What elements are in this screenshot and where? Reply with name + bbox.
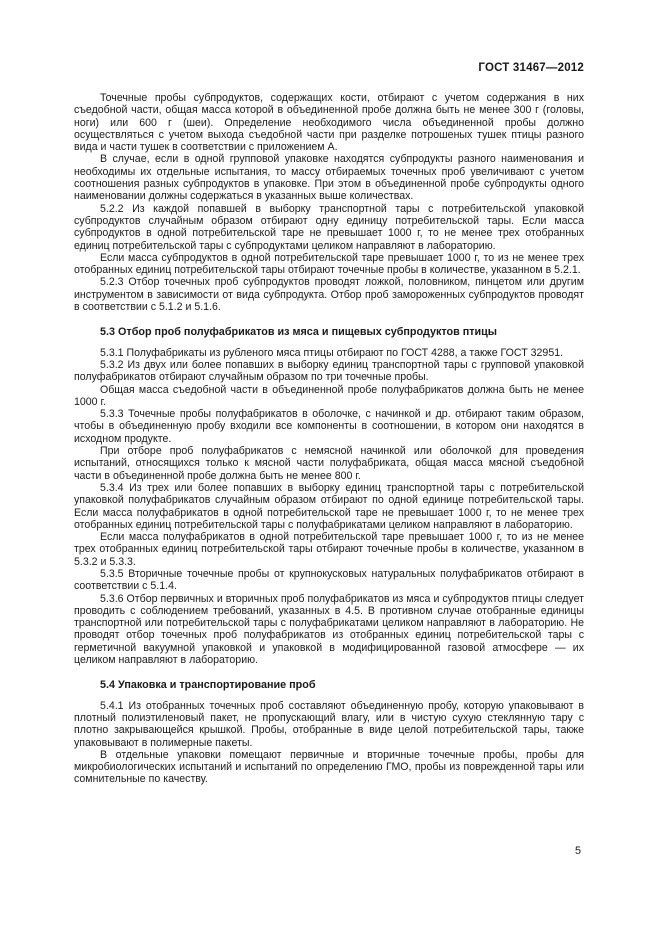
paragraph: При отборе проб полуфабрикатов с немясной начинкой или оболочкой для проведения испытаний, относящихся только к мясной части полуфабриката, общая масса мясной съедобной части в объединенной пробе должна быть не менее 800 г. <box>74 445 584 482</box>
paragraph: 5.3.2 Из двух или более попавших в выборку единиц транспортной тары с групповой упаковкой полуфабрикатов отбирают случайным образом по три точечные пробы. <box>74 358 584 384</box>
page-number: 5 <box>574 845 581 857</box>
paragraph: 5.2.3 Отбор точечных проб субпродуктов проводят ложкой, половником, пинцетом или другим инструментом в зависимости от вида субпродукта. Отбор проб замороженных субпродуктов проводят в соответствии с 5.1.2 и 5.1.6. <box>74 276 584 314</box>
paragraph: Общая масса съедобной части в объединенной пробе полуфабрикатов должна быть не менее 1000 г. <box>74 383 584 408</box>
paragraph: В отдельные упаковки помещают первичные и вторичные точечные пробы, пробы для микробиологических испытаний и испытаний по определению ГМО, пробы из поврежденной тары или сомнительные по качеству. <box>74 748 584 786</box>
paragraph: 5.4.1 Из отобранных точечных проб составляют объединенную пробу, которую упаковывают в плотный полиэтиленовый пакет, не пропускающий влагу, или в чистую сухую стеклянную тару с плотно закрывающейся крышкой. Пробы, отобранные в виде целой потребительской тары, также упаковывают в полимерные пакеты. <box>74 699 584 749</box>
paragraph: 5.3.3 Точечные пробы полуфабрикатов в оболочке, с начинкой и др. отбирают таким образом, чтобы в объединенную пробу входили все компоненты в соотношении, в котором они находятся в исходном продукте. <box>74 408 584 445</box>
paragraph: Если масса субпродуктов в одной потребительской таре превышает 1000 г, то из не менее трех отобранных единиц потребительской тары отбирают точечные пробы в количестве, указанном в 5.2.1. <box>74 251 584 277</box>
paragraph: Если масса полуфабрикатов в одной потребительской таре превышает 1000 г, то из не менее трех отобранных единиц потребительской тары отбирают точечные пробы в количестве, указанном в 5.3.2 и 5.3.3. <box>74 531 584 568</box>
paragraph: Точечные пробы субпродуктов, содержащих кости, отбирают с учетом содержания в них съедобной части, общая масса которой в объединенной пробе должна быть не менее 300 г (головы, ноги) или 600 г (шеи). Определение необходимого числа объединенной пробы должно осуществляться с учетом выхода съедобной части при разделке потрошеных тушек птицы разного вида и части тушек в соответствии с приложением А. <box>74 92 584 154</box>
paragraph: В случае, если в одной групповой упаковке находятся субпродукты разного наименования и необходимы их отдельные испытания, то массу отбираемых точечных проб увеличивают с учетом соотношения разных субпродуктов в упаковке. При этом в объединенной пробе субпродукты одного наименовании должны содержаться в указанных выше количествах. <box>74 153 584 203</box>
document-code-header: ГОСТ 31467—2012 <box>478 62 584 74</box>
page-content <box>74 92 584 786</box>
paragraph: 5.3.5 Вторичные точечные пробы от крупнокусковых натуральных полуфабрикатов отбирают в соответствии с 5.1.4. <box>74 567 584 593</box>
paragraph: 5.2.2 Из каждой попавшей в выборку транспортной тары с потребительской упаковкой субпродуктов случайным образом отбирают одну единицу потребительской тары. Если масса субпродуктов в одной потребительской таре не превышает 1000 г, то не менее трех отобранных единиц потребительской тары с субпродуктами целиком направляют в лабораторию. <box>74 202 584 252</box>
section-heading-5-4: 5.4 Упаковка и транспортирование проб <box>100 679 316 692</box>
section-heading-5-3: 5.3 Отбор проб полуфабрикатов из мяса и пищевых субпродуктов птицы <box>100 326 498 339</box>
paragraph: 5.3.6 Отбор первичных и вторичных проб полуфабрикатов из мяса и субпродуктов птицы следует проводить с соблюдением требований, указанных в 4.5. В противном случае отобранные единицы транспортной или потребительской тары с полуфабрикатами целиком направляют в лабораторию. Не проводят отбор точечных проб полуфабрикатов из отобранных единиц потребительской тары с герметичной вакуумной упаковкой и упаковкой в модифицированной газовой атмосфере — их целиком направляют в лабораторию. <box>74 592 584 667</box>
paragraph: 5.3.4 Из трех или более попавших в выборку единиц транспортной тары с потребительской упаковкой полуфабрикатов случайным образом отбирают по одной единице потребительской тары. Если масса полуфабрикатов в одной потребительской таре не превышает 1000 г, то не менее трех отобранных единиц потребительской тары с полуфабрикатами целиком направляют в лабораторию. <box>74 481 584 531</box>
paragraph: 5.3.1 Полуфабрикаты из рубленого мяса птицы отбирают по ГОСТ 4288, а также ГОСТ 32951. <box>100 346 564 359</box>
